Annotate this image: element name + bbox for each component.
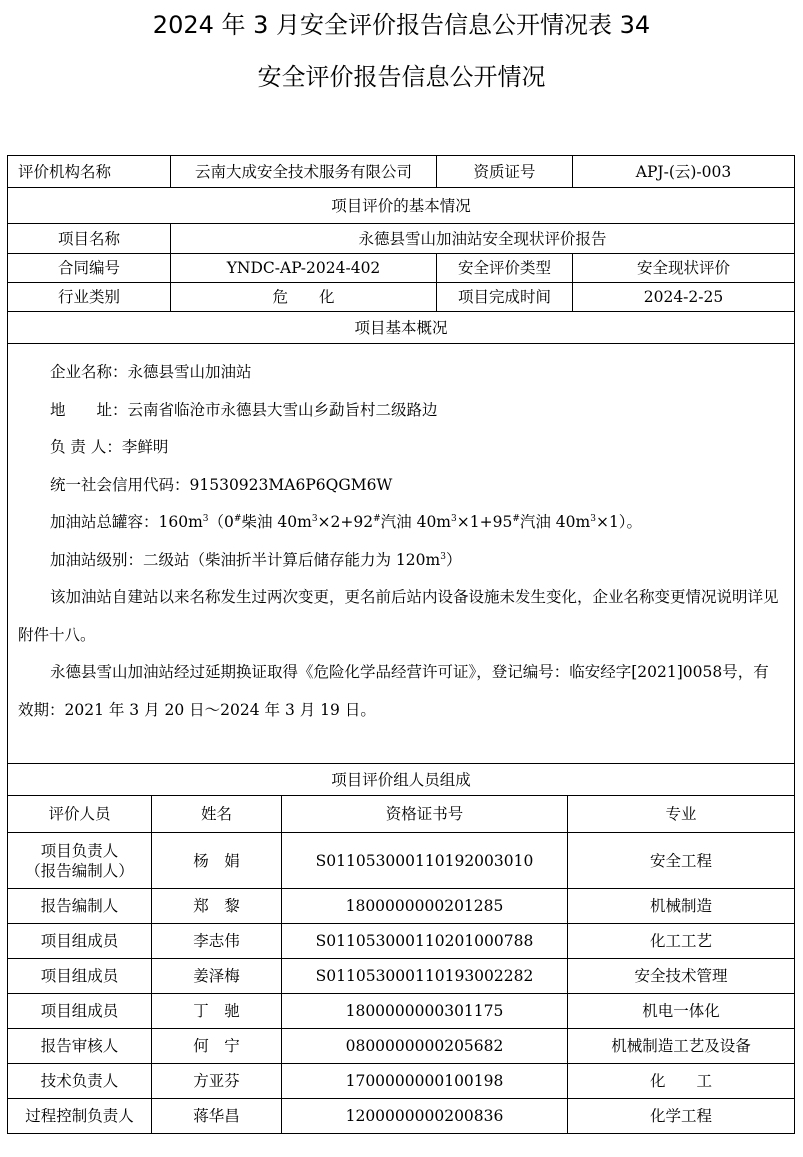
member-name: 杨 娟: [151, 833, 281, 888]
member-name: 丁 驰: [151, 994, 281, 1028]
industry-label: 行业类别: [57, 288, 120, 306]
member-cert: S011053000110201000788: [281, 924, 567, 958]
team-section-row: [8, 763, 794, 795]
superscript-3: 3: [590, 513, 596, 524]
table-row: [8, 993, 794, 1028]
member-name: 李志伟: [151, 924, 281, 958]
member-major: 机械制造: [567, 889, 794, 923]
info-table: [7, 155, 795, 1134]
member-name: 方亚芬: [151, 1064, 281, 1098]
member-cert: 1200000000200836: [281, 1099, 567, 1133]
member-name: 何 宁: [151, 1029, 281, 1063]
team-header-row: [8, 795, 794, 832]
project-name-row: [8, 223, 794, 253]
team-header-major: 专业: [567, 796, 794, 832]
member-major: 机电一体化: [567, 994, 794, 1028]
member-cert: S011053000110192003010: [281, 833, 567, 888]
member-major: 化学工程: [567, 1099, 794, 1133]
capacity-text-d: ×2+92: [317, 513, 374, 531]
member-major: 安全技术管理: [567, 959, 794, 993]
capacity-text-c: 柴油 40m: [241, 513, 312, 531]
project-name-label: 项目名称: [57, 229, 120, 248]
member-cert: 0800000000205682: [281, 1029, 567, 1063]
team-section-title: 项目评价组人员组成: [331, 770, 471, 789]
complete-value: 2024-2-25: [572, 283, 794, 311]
level-line: [18, 542, 784, 580]
overview-body: [8, 343, 794, 763]
overview-section-row: [8, 311, 794, 343]
cert-value: APJ-(云)-003: [572, 156, 794, 187]
superscript-3: 3: [311, 513, 318, 524]
capacity-text-a: 加油站总罐容：160m: [50, 513, 203, 531]
capacity-text-h: ×1）。: [595, 513, 643, 531]
table-row: [8, 888, 794, 923]
table-row: [8, 958, 794, 993]
table-row: [8, 923, 794, 958]
superscript-3: 3: [440, 551, 446, 562]
basic-section-title: 项目评价的基本情况: [331, 196, 471, 215]
project-name-value: 永德县雪山加油站安全现状评价报告: [170, 224, 794, 253]
level-text-a: 加油站级别：二级站（柴油折半计算后储存能力为 120m: [50, 550, 441, 569]
capacity-text-e: 汽油 40m: [380, 513, 452, 531]
superscript-hash: #: [233, 513, 242, 524]
member-role: 技术负责人: [40, 1072, 119, 1090]
member-role: 项目负责人 （报告编制人）: [25, 841, 134, 880]
capacity-text-g: 汽油 40m: [519, 513, 591, 531]
capacity-line: [18, 504, 784, 542]
eval-type-value: 安全现状评价: [572, 254, 794, 282]
contract-label: 合同编号: [57, 259, 120, 277]
person-line: 负 责 人：李鲜明: [50, 438, 169, 456]
team-header-cert: 资格证书号: [281, 796, 567, 832]
member-cert: 1800000000201285: [281, 889, 567, 923]
credit-line: 统一社会信用代码：91530923MA6P6QGM6W: [50, 475, 393, 494]
basic-section-row: [8, 187, 794, 223]
superscript-3: 3: [202, 513, 209, 524]
member-cert: 1700000000100198: [281, 1064, 567, 1098]
table-row: [8, 1028, 794, 1063]
capacity-text-f: ×1+95: [456, 513, 513, 531]
industry-row: [8, 282, 794, 311]
member-role: 过程控制负责人: [25, 1107, 134, 1125]
member-cert: S011053000110193002282: [281, 959, 567, 993]
table-row: [8, 1063, 794, 1098]
superscript-hash: #: [373, 513, 381, 524]
member-major: 安全工程: [567, 833, 794, 888]
member-major: 机械制造工艺及设备: [567, 1029, 794, 1063]
member-major: 化工工艺: [567, 924, 794, 958]
org-value: 云南大成安全技术服务有限公司: [170, 156, 436, 187]
member-role: 报告审核人: [40, 1037, 119, 1055]
member-name: 蒋华昌: [151, 1099, 281, 1133]
eval-type-label: 安全评价类型: [436, 254, 572, 282]
rename-paragraph: 该加油站自建站以来名称发生过两次变更，更名前后站内设备设施未发生变化，企业名称变更情况说明详见附件十八。: [18, 588, 779, 644]
cert-label: 资质证号: [436, 156, 572, 187]
capacity-text-b: （0: [208, 513, 234, 531]
table-row: [8, 1098, 794, 1133]
document-subtitle: 安全评价报告信息公开情况: [257, 63, 546, 91]
team-header-role: 评价人员: [48, 805, 111, 823]
superscript-hash: #: [512, 513, 520, 524]
contract-row: [8, 253, 794, 282]
team-header-name: 姓名: [151, 796, 281, 832]
industry-value: 危 化: [170, 283, 436, 311]
complete-label: 项目完成时间: [436, 283, 572, 311]
member-role: 项目组成员: [40, 1002, 119, 1020]
table-row: [8, 832, 794, 888]
member-role: 项目组成员: [40, 967, 119, 985]
org-label: 评价机构名称: [18, 162, 112, 181]
member-role: 项目组成员: [40, 932, 119, 950]
document-title: 2024 年 3 月安全评价报告信息公开情况表 34: [152, 11, 651, 39]
org-row: [8, 156, 794, 187]
level-text-b: ）: [445, 550, 462, 569]
superscript-3: 3: [451, 513, 457, 524]
member-name: 郑 黎: [151, 889, 281, 923]
license-paragraph: 永德县雪山加油站经过延期换证取得《危险化学品经营许可证》，登记编号：临安经字[2021]0058号，有效期：2021 年 3 月 20 日～2024 年 3 月 19 日。: [18, 663, 769, 719]
member-cert: 1800000000301175: [281, 994, 567, 1028]
member-major: 化 工: [567, 1064, 794, 1098]
member-role: 报告编制人: [40, 897, 119, 915]
overview-section-title: 项目基本概况: [354, 318, 448, 337]
company-line: 企业名称：永德县雪山加油站: [50, 363, 252, 381]
member-name: 姜泽梅: [151, 959, 281, 993]
contract-value: YNDC-AP-2024-402: [170, 254, 436, 282]
address-line: 地 址：云南省临沧市永德县大雪山乡勐旨村二级路边: [50, 400, 438, 419]
